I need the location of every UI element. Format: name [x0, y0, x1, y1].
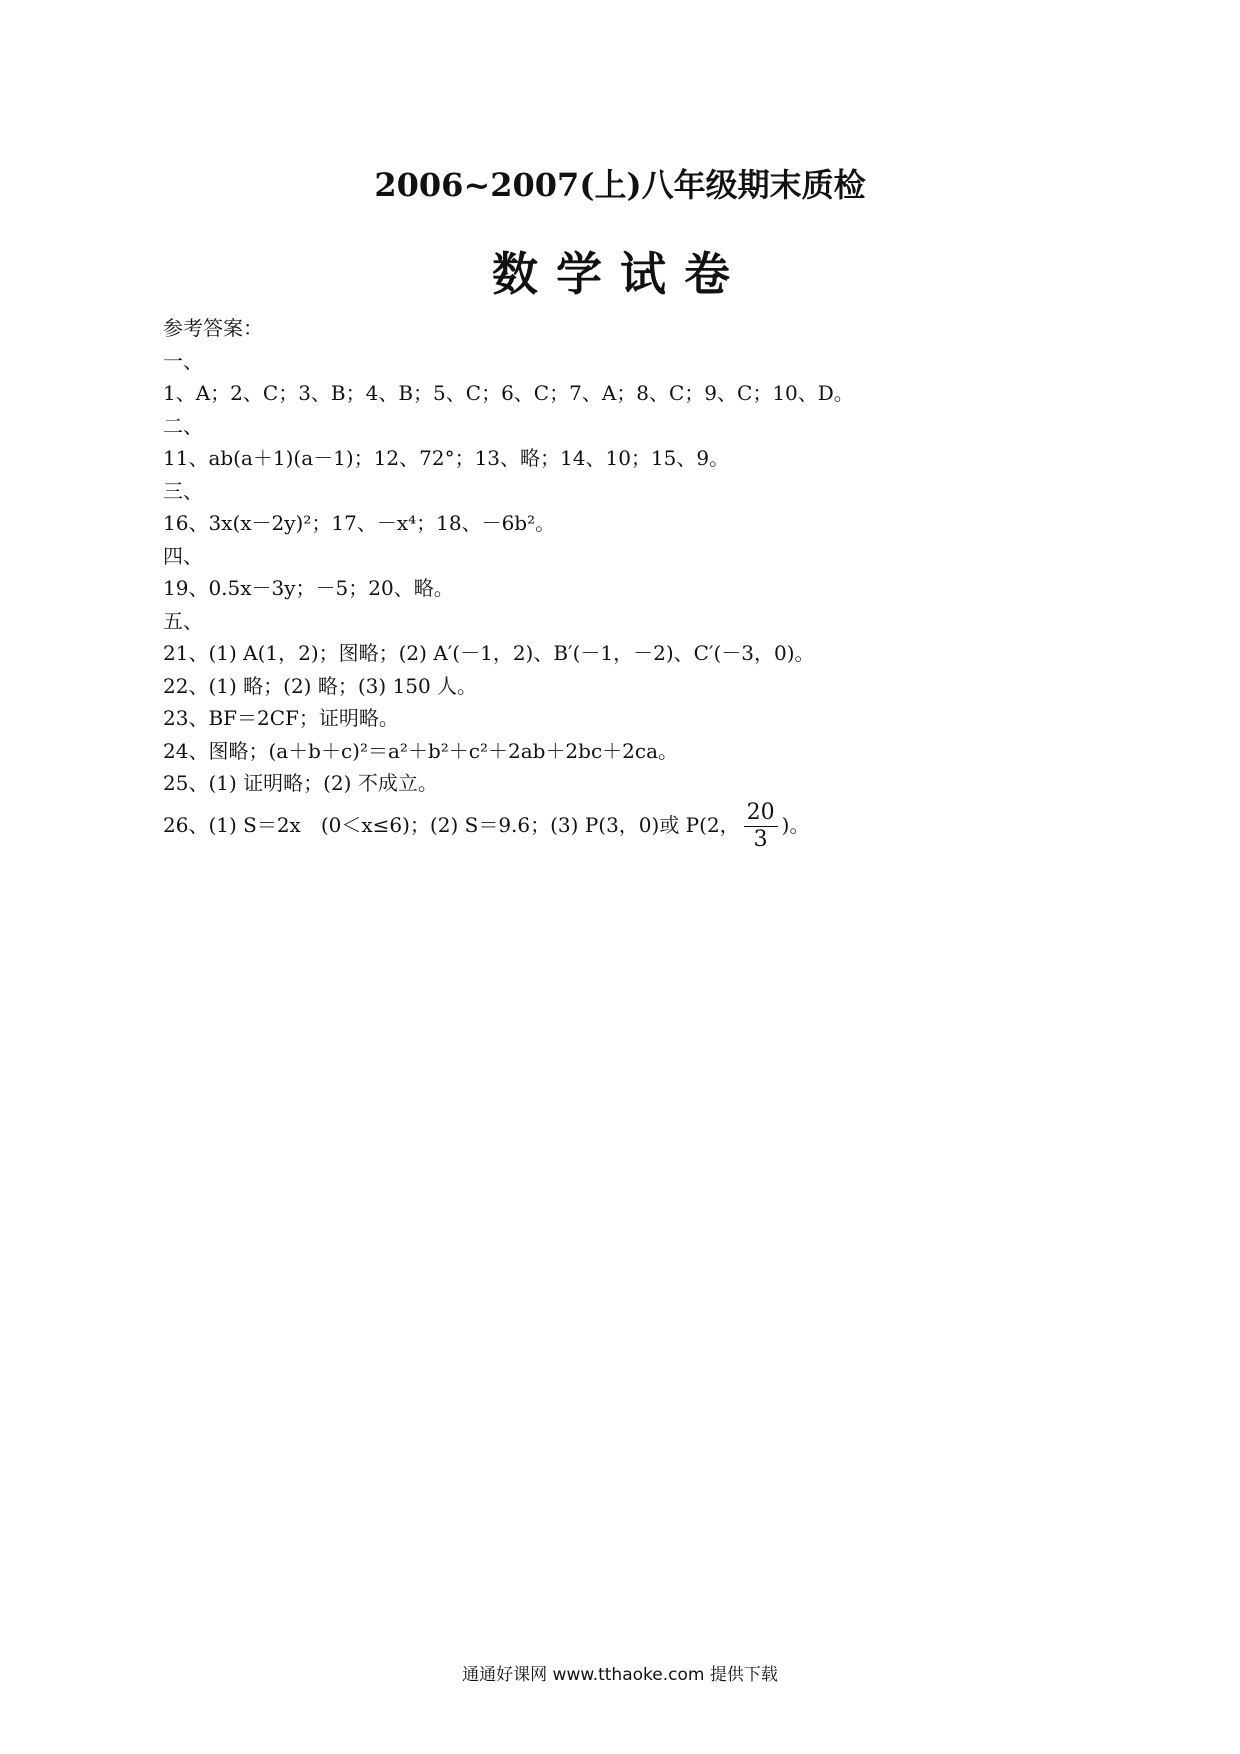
- section-label-4: 四、: [163, 543, 203, 568]
- answer-line: 19、0.5x－3y；－5；20、略。: [163, 576, 454, 600]
- answer-26-prefix: 26、(1) S＝2x (0＜x≤6)；(2) S＝9.6；(3) P(3，0)或 P(2，: [163, 812, 740, 837]
- exam-title: 2006~2007(上)八年级期末质检: [374, 166, 866, 204]
- answer-line-26: [163, 800, 1083, 870]
- answer-line: 1、A；2、C；3、B；4、B；5、C；6、C；7、A；8、C；9、C；10、D。: [163, 381, 854, 405]
- fraction-numerator: 20: [744, 800, 778, 827]
- section-label-3: 三、: [163, 478, 203, 503]
- answer-line: 23、BF＝2CF；证明略。: [163, 706, 399, 730]
- section-label-5: 五、: [163, 608, 203, 633]
- section-label-1: 一、: [163, 348, 203, 373]
- answer-line: 11、ab(a＋1)(a－1)；12、72°；13、略；14、10；15、9。: [163, 446, 730, 470]
- answer-26-suffix: )。: [781, 812, 810, 837]
- answer-line: 16、3x(x－2y)²；17、－x⁴；18、－6b²。: [163, 511, 556, 535]
- section-label-2: 二、: [163, 413, 203, 438]
- fraction-denominator: 3: [753, 826, 768, 852]
- answer-line: 21、(1) A(1，2)；图略；(2) A′(－1，2)、B′(－1，－2)、C′(－3，0)。: [163, 641, 815, 665]
- fraction: [744, 800, 778, 853]
- answer-line: 22、(1) 略；(2) 略；(3) 150 人。: [163, 673, 478, 698]
- answer-key: [163, 312, 1083, 870]
- answer-line: 24、图略；(a＋b＋c)²＝a²＋b²＋c²＋2ab＋2bc＋2ca。: [163, 738, 679, 763]
- footer-note: 通通好课网 www.tthaoke.com 提供下载: [462, 1665, 778, 1685]
- exam-subtitle: 数学试卷: [492, 247, 748, 301]
- answer-heading: 参考答案：: [163, 316, 263, 340]
- answer-line: 25、(1) 证明略；(2) 不成立。: [163, 771, 438, 795]
